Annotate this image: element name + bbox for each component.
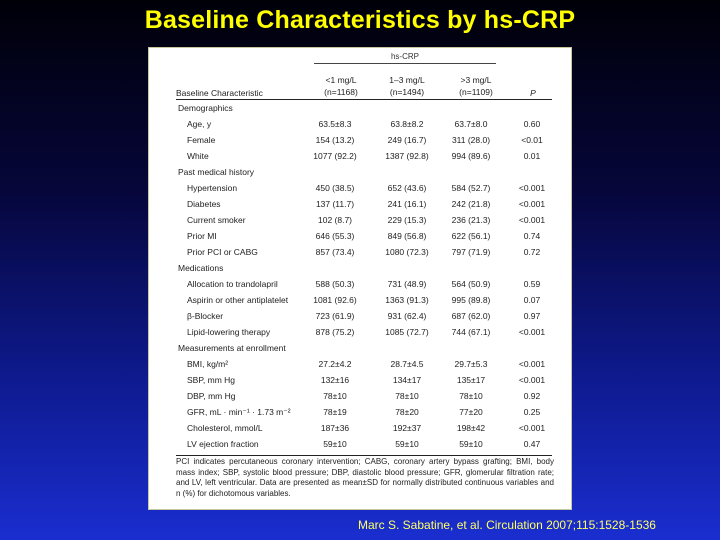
table-row bbox=[176, 325, 556, 341]
cell-mid: 652 (43.6) bbox=[387, 183, 427, 193]
cell-high: 744 (67.1) bbox=[451, 327, 491, 337]
row-label: Prior PCI or CABG bbox=[187, 247, 258, 257]
cell-p: <0.01 bbox=[521, 135, 543, 145]
section-row bbox=[176, 261, 556, 277]
column-header-high-n: (n=1109) bbox=[459, 87, 493, 97]
cell-high: 564 (50.9) bbox=[451, 279, 491, 289]
table-row bbox=[176, 293, 556, 309]
section-label: Past medical history bbox=[178, 167, 255, 177]
table-row bbox=[176, 149, 556, 165]
cell-mid: 192±37 bbox=[392, 423, 422, 433]
table-row bbox=[176, 197, 556, 213]
cell-mid: 731 (48.9) bbox=[387, 279, 427, 289]
cell-low: 723 (61.9) bbox=[315, 311, 355, 321]
table-row bbox=[176, 213, 556, 229]
row-label: White bbox=[187, 151, 209, 161]
cell-p: <0.001 bbox=[518, 359, 546, 369]
table-row bbox=[176, 133, 556, 149]
cell-low: 102 (8.7) bbox=[317, 215, 353, 225]
cell-mid: 59±10 bbox=[395, 439, 419, 449]
cell-p: <0.001 bbox=[518, 215, 546, 225]
row-label: LV ejection fraction bbox=[187, 439, 259, 449]
section-row bbox=[176, 101, 556, 117]
row-label: GFR, mL · min⁻¹ · 1.73 m⁻² bbox=[187, 407, 291, 417]
cell-low: 59±10 bbox=[323, 439, 347, 449]
cell-high: 198±42 bbox=[456, 423, 486, 433]
cell-high: 687 (62.0) bbox=[451, 311, 491, 321]
cell-mid: 78±10 bbox=[395, 391, 419, 401]
citation: Marc S. Sabatine, et al. Circulation 2007;115:1528-1536 bbox=[358, 518, 656, 532]
cell-p: 0.01 bbox=[523, 151, 541, 161]
row-label: Aspirin or other antiplatelet bbox=[187, 295, 289, 305]
cell-p: 0.59 bbox=[523, 279, 541, 289]
cell-low: 588 (50.3) bbox=[315, 279, 355, 289]
cell-p: <0.001 bbox=[518, 375, 546, 385]
cell-mid: 78±20 bbox=[395, 407, 419, 417]
cell-low: 450 (38.5) bbox=[315, 183, 355, 193]
row-label: SBP, mm Hg bbox=[187, 375, 236, 385]
row-label: Age, y bbox=[187, 119, 212, 129]
cell-mid: 1080 (72.3) bbox=[385, 247, 429, 257]
row-label: Hypertension bbox=[187, 183, 238, 193]
row-label: β-Blocker bbox=[187, 311, 224, 321]
table-row bbox=[176, 357, 556, 373]
row-label: Cholesterol, mmol/L bbox=[187, 423, 263, 433]
column-header-mid-n: (n=1494) bbox=[389, 87, 425, 97]
cell-mid: 28.7±4.5 bbox=[390, 359, 424, 369]
section-row bbox=[176, 341, 556, 357]
cell-high: 135±17 bbox=[456, 375, 486, 385]
row-label: BMI, kg/m² bbox=[187, 359, 229, 369]
cell-mid: 241 (16.1) bbox=[387, 199, 427, 209]
section-label: Demographics bbox=[178, 103, 233, 113]
cell-low: 878 (75.2) bbox=[315, 327, 355, 337]
cell-p: 0.97 bbox=[523, 311, 541, 321]
table-row bbox=[176, 229, 556, 245]
cell-mid: 1085 (72.7) bbox=[385, 327, 429, 337]
cell-high: 242 (21.8) bbox=[451, 199, 491, 209]
row-label: Current smoker bbox=[187, 215, 246, 225]
row-label: Allocation to trandolapril bbox=[187, 279, 278, 289]
table-row bbox=[176, 245, 556, 261]
cell-p: 0.72 bbox=[523, 247, 541, 257]
table-row bbox=[176, 117, 556, 133]
cell-low: 78±19 bbox=[323, 407, 347, 417]
column-header-low bbox=[306, 74, 376, 98]
table-row bbox=[176, 309, 556, 325]
cell-high: 995 (89.8) bbox=[451, 295, 491, 305]
row-label: Diabetes bbox=[187, 199, 221, 209]
cell-low: 646 (55.3) bbox=[315, 231, 355, 241]
cell-p: 0.47 bbox=[523, 439, 541, 449]
table-row bbox=[176, 181, 556, 197]
cell-mid: 134±17 bbox=[392, 375, 422, 385]
cell-low: 187±36 bbox=[320, 423, 350, 433]
column-header-low-n: (n=1168) bbox=[324, 87, 358, 97]
cell-mid: 1363 (91.3) bbox=[385, 295, 429, 305]
cell-high: 622 (56.1) bbox=[451, 231, 491, 241]
row-label: Prior MI bbox=[187, 231, 217, 241]
table-row bbox=[176, 389, 556, 405]
cell-low: 857 (73.4) bbox=[315, 247, 355, 257]
cell-high: 77±20 bbox=[459, 407, 483, 417]
cell-mid: 229 (15.3) bbox=[387, 215, 427, 225]
row-label: DBP, mm Hg bbox=[187, 391, 236, 401]
cell-low: 1081 (92.6) bbox=[313, 295, 357, 305]
group-header: hs-CRP bbox=[390, 52, 419, 61]
table-row bbox=[176, 421, 556, 437]
header-rule bbox=[176, 99, 552, 100]
table-row bbox=[176, 437, 556, 453]
section-label: Medications bbox=[178, 263, 224, 273]
table-row bbox=[176, 373, 556, 389]
cell-p: 0.74 bbox=[523, 231, 541, 241]
cell-p: <0.001 bbox=[518, 327, 546, 337]
column-header-mid bbox=[372, 74, 442, 98]
cell-p: 0.07 bbox=[523, 295, 541, 305]
cell-high: 59±10 bbox=[459, 439, 483, 449]
cell-mid: 931 (62.4) bbox=[387, 311, 427, 321]
cell-mid: 849 (56.8) bbox=[387, 231, 427, 241]
cell-low: 154 (13.2) bbox=[315, 135, 355, 145]
cell-p: <0.001 bbox=[518, 423, 546, 433]
cell-low: 1077 (92.2) bbox=[313, 151, 357, 161]
section-row bbox=[176, 165, 556, 181]
cell-high: 63.7±8.0 bbox=[454, 119, 488, 129]
cell-high: 584 (52.7) bbox=[451, 183, 491, 193]
bottom-rule bbox=[176, 455, 552, 456]
cell-high: 78±10 bbox=[459, 391, 483, 401]
cell-mid: 63.8±8.2 bbox=[390, 119, 424, 129]
slide-title: Baseline Characteristics by hs-CRP bbox=[144, 6, 576, 34]
column-header-characteristic: Baseline Characteristic bbox=[176, 88, 263, 98]
cell-p: <0.001 bbox=[518, 183, 546, 193]
column-header-p: P bbox=[530, 88, 536, 98]
cell-p: 0.92 bbox=[523, 391, 541, 401]
cell-p: 0.60 bbox=[523, 119, 541, 129]
table-row bbox=[176, 277, 556, 293]
cell-mid: 249 (16.7) bbox=[387, 135, 427, 145]
cell-mid: 1387 (92.8) bbox=[385, 151, 429, 161]
table-row bbox=[176, 405, 556, 421]
cell-high: 311 (28.0) bbox=[451, 135, 491, 145]
cell-low: 27.2±4.2 bbox=[318, 359, 352, 369]
cell-high: 994 (89.6) bbox=[451, 151, 491, 161]
cell-low: 132±16 bbox=[320, 375, 350, 385]
group-underline bbox=[314, 63, 496, 64]
cell-low: 78±10 bbox=[323, 391, 347, 401]
row-label: Lipid-lowering therapy bbox=[187, 327, 271, 337]
cell-low: 137 (11.7) bbox=[315, 199, 355, 209]
cell-high: 797 (71.9) bbox=[451, 247, 491, 257]
cell-p: 0.25 bbox=[523, 407, 541, 417]
cell-high: 236 (21.3) bbox=[451, 215, 491, 225]
cell-low: 63.5±8.3 bbox=[318, 119, 352, 129]
section-label: Measurements at enrollment bbox=[178, 343, 286, 353]
table-footnote: PCI indicates percutaneous coronary intervention; CABG, coronary artery bypass grafting; BMI, body mass index; SBP, systolic blood pressure; DBP, diastolic blood pressure; GFR, glomerular filtration rate; and LV, left ventricular. Data are presented as mean±SD for normally distributed continuous variables and n (%) for dichotomous variables. bbox=[176, 457, 554, 498]
column-header-mid-label: 1–3 mg/L bbox=[389, 75, 425, 85]
column-header-low-label: <1 mg/L bbox=[325, 75, 357, 85]
cell-p: <0.001 bbox=[518, 199, 546, 209]
row-label: Female bbox=[187, 135, 216, 145]
cell-high: 29.7±5.3 bbox=[454, 359, 488, 369]
column-header-high-label: >3 mg/L bbox=[460, 75, 492, 85]
